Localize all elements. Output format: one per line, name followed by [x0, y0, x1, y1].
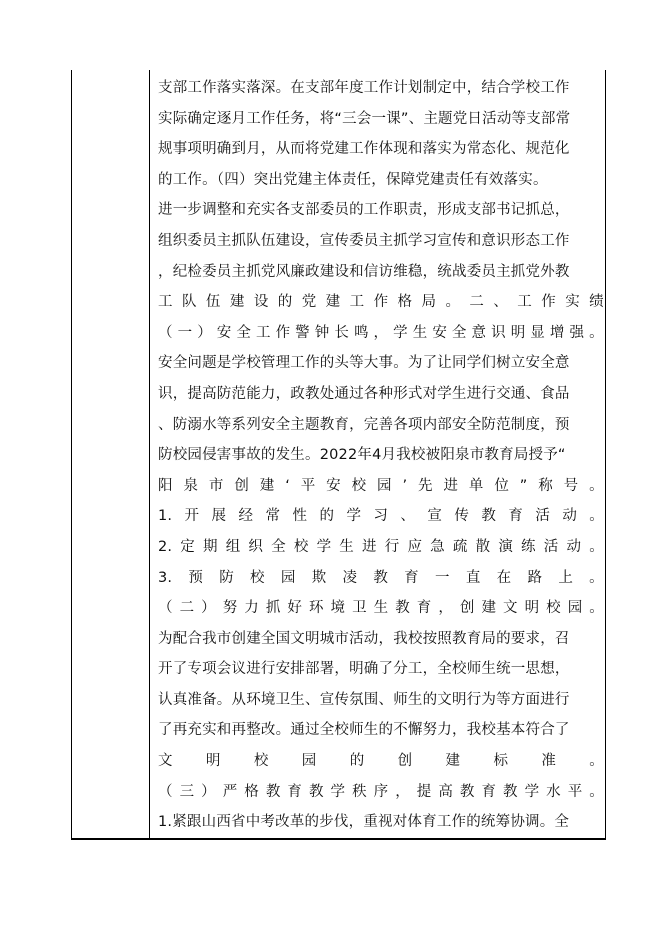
text-line-1: 支部工作落实落深。在支部年度工作计划制定中，结合学校工作 [158, 80, 570, 96]
text-char: 进 [443, 477, 459, 494]
text-line-12: 、防溺水等系列安全主题教育，完善各项内部安全防范制度，预 [158, 416, 570, 433]
text-char: 党 [301, 294, 317, 311]
text-line-18 [158, 593, 604, 624]
text-char: 作 [275, 324, 291, 341]
text-char: 活 [535, 508, 551, 525]
text-char: 织 [248, 538, 264, 555]
text-char: 二 [469, 294, 485, 311]
text-char: 三 [179, 783, 195, 800]
text-char: 定 [180, 538, 195, 555]
text-char: 工 [349, 294, 365, 311]
text-char: 学 [393, 324, 408, 341]
text-char: 应 [407, 538, 423, 555]
text-char: 准 [541, 753, 557, 770]
text-char: 安 [326, 477, 341, 494]
text-char: 单 [468, 477, 484, 494]
text-char: 提 [416, 783, 432, 800]
text-char: 。 [589, 569, 604, 586]
text-char: 练 [521, 538, 536, 555]
text-char: 园 [301, 753, 317, 770]
text-char: 行 [384, 538, 400, 555]
text-char: 明 [524, 600, 540, 617]
text-char: 校 [293, 538, 309, 555]
text-char: 急 [430, 538, 445, 555]
text-char: 的 [319, 508, 335, 525]
text-char: 宣 [427, 508, 443, 525]
text-char: ） [201, 600, 216, 617]
text-char: 活 [543, 538, 559, 555]
text-char: 先 [418, 477, 433, 494]
text-char: 建 [325, 294, 341, 311]
text-char: （ [158, 324, 173, 341]
table-left-border [71, 70, 72, 840]
table-bottom-border [71, 838, 606, 840]
text-char: 严 [222, 783, 238, 800]
text-char: 境 [330, 600, 346, 617]
text-char: 建 [229, 294, 245, 311]
text-char: 二 [179, 600, 195, 617]
text-line-6: 组织委员主抓队伍建设，宣传委员主抓学习宣传和意识形态工作 [158, 232, 570, 249]
text-char: 的 [277, 294, 293, 311]
text-char: 在 [496, 569, 512, 586]
text-char: 2. [158, 538, 173, 555]
text-char: 建 [259, 477, 275, 494]
text-char: 学 [524, 783, 540, 800]
text-char: 卫 [352, 600, 367, 617]
text-char: ） [201, 783, 216, 800]
text-char: ， [395, 783, 410, 800]
text-char: 上 [558, 569, 574, 586]
text-char: 经 [238, 508, 254, 525]
text-line-2: 实际确定逐月工作任务，将“三会一课”、主题党日活动等支部常 [158, 110, 571, 127]
table-right-border [605, 70, 606, 840]
text-char: 。 [589, 508, 604, 525]
text-char: 。 [589, 477, 604, 494]
text-char: 平 [300, 477, 316, 494]
text-char: 环 [308, 600, 324, 617]
text-char: 泉 [183, 477, 199, 494]
text-line-20: 开了专项会议进行安排部署，明确了分工，全校师生统一思想， [158, 661, 570, 678]
text-char: 平 [567, 783, 583, 800]
text-char: ， [373, 324, 389, 341]
text-char: 3. [158, 569, 173, 586]
text-char: 鸣 [353, 324, 369, 341]
body-text [158, 70, 604, 838]
text-char: 文 [503, 600, 518, 617]
text-char: 动 [562, 508, 578, 525]
text-char: 创 [397, 753, 413, 770]
text-char: 教 [265, 783, 281, 800]
text-char: 警 [295, 324, 310, 341]
text-char: 园 [567, 600, 583, 617]
text-line-3: 规事项明确到月，从而将党建工作体现和落实为常态化、规范化 [158, 141, 570, 158]
text-char: 安 [216, 324, 232, 341]
text-char: 实 [565, 294, 580, 311]
text-char: 期 [202, 538, 218, 555]
text-char: 序 [373, 783, 389, 800]
text-char: ‘ [285, 477, 290, 494]
text-char: 局 [421, 294, 437, 311]
text-char: 疏 [452, 538, 468, 555]
text-line-19: 为配合我市创建全国文明城市活动，我校按照教育局的要求，召 [158, 630, 570, 647]
text-char: 格 [244, 783, 259, 800]
text-char: 动 [566, 538, 582, 555]
text-char: 力 [244, 600, 259, 617]
text-char: 标 [493, 753, 509, 770]
text-char: 教 [308, 783, 324, 800]
text-line-16 [158, 532, 604, 563]
text-char: 校 [253, 753, 269, 770]
text-char: ’ [402, 477, 408, 494]
text-char: 开 [184, 508, 200, 525]
text-char: 称 [538, 477, 553, 494]
text-char: 生 [339, 538, 354, 555]
text-char: 学 [346, 508, 362, 525]
text-char: 生 [412, 324, 428, 341]
text-char: 组 [225, 538, 241, 555]
text-char: 努 [222, 600, 238, 617]
text-char: 育 [287, 783, 303, 800]
text-char: 园 [377, 477, 392, 494]
text-char: 。 [589, 783, 604, 800]
text-char: 市 [208, 477, 224, 494]
text-line-4: 的工作。（四）突出党建主体责任，保障党建责任有效落实。 [158, 171, 548, 188]
text-char: 增 [549, 324, 565, 341]
text-char: 教 [459, 783, 475, 800]
text-char: 习 [373, 508, 389, 525]
text-char: 位 [494, 477, 510, 494]
text-char: 路 [527, 569, 543, 586]
text-char: ， [438, 600, 454, 617]
text-char: 明 [510, 324, 526, 341]
text-char: 传 [454, 508, 470, 525]
text-char: 、 [493, 294, 509, 311]
text-line-7: ，纪检委员主抓党风廉政建设和信访维稳，统战委员主抓党外教 [158, 263, 570, 280]
text-line-21: 认真准备。从环境卫生、宣传氛围、师生的文明行为等方面进行 [158, 691, 570, 708]
text-char: 园 [280, 569, 296, 586]
text-char: 明 [205, 753, 221, 770]
text-char: 教 [373, 569, 389, 586]
text-char: 教 [503, 783, 518, 800]
text-char: 全 [271, 538, 286, 555]
text-char: 校 [250, 569, 265, 586]
text-char: 好 [287, 600, 303, 617]
text-char: 进 [362, 538, 377, 555]
text-line-5: 进一步调整和充实各支部委员的工作职责，形成支部书记抓总， [158, 202, 570, 219]
text-char: 一 [177, 324, 193, 341]
text-char: 全 [236, 324, 252, 341]
text-char: ） [197, 324, 212, 341]
text-char: 工 [517, 294, 532, 311]
text-char: 育 [416, 600, 432, 617]
text-char: 直 [465, 569, 481, 586]
text-char: 秩 [352, 783, 367, 800]
text-char: 育 [481, 783, 497, 800]
text-char: 建 [445, 753, 461, 770]
text-char: 。 [589, 753, 604, 770]
text-char: 号 [563, 477, 579, 494]
text-char: （ [158, 783, 173, 800]
text-char: 抓 [265, 600, 281, 617]
text-line-23 [158, 746, 604, 777]
text-char: 识 [491, 324, 506, 341]
text-char: 强 [569, 324, 585, 341]
text-char: 欺 [311, 569, 327, 586]
text-char: 防 [219, 569, 234, 586]
text-line-15 [158, 501, 604, 532]
text-char: （ [158, 600, 173, 617]
text-line-13: 防校园侵害事故的发生。2022年4月我校被阳泉市教育局授予“ [158, 447, 566, 464]
text-char: 绩 [589, 294, 604, 311]
text-char: 显 [530, 324, 545, 341]
text-char: 性 [292, 508, 308, 525]
text-char: 工 [158, 294, 173, 311]
text-char: 设 [253, 294, 269, 311]
text-line-11: 识，提高防范能力，政教处通过各种形式对学生进行交通、食品 [158, 385, 570, 402]
text-char: 常 [265, 508, 281, 525]
text-char: 钟 [314, 324, 330, 341]
text-char: 预 [188, 569, 204, 586]
text-char: 高 [438, 783, 454, 800]
text-char: 教 [481, 508, 497, 525]
text-char: 阳 [158, 477, 173, 494]
text-line-24 [158, 777, 604, 808]
text-line-10: 安全问题是学校管理工作的头等大事。为了让同学们树立安全意 [158, 355, 570, 372]
text-char: 。 [589, 600, 604, 617]
text-char: 的 [349, 753, 365, 770]
text-char: 校 [546, 600, 561, 617]
text-char: 、 [400, 508, 416, 525]
text-char: 队 [181, 294, 197, 311]
text-line-17 [158, 563, 604, 594]
text-char: 作 [541, 294, 556, 311]
text-char: 一 [435, 569, 450, 586]
text-line-8 [158, 287, 604, 318]
text-char: 建 [481, 600, 497, 617]
text-char: 演 [498, 538, 514, 555]
text-line-14 [158, 471, 604, 502]
table-column-divider [149, 70, 150, 840]
text-char: 。 [589, 538, 604, 555]
text-char: 1. [158, 508, 173, 525]
text-char: ” [519, 477, 528, 494]
text-char: 意 [471, 324, 487, 341]
text-char: 水 [546, 783, 561, 800]
text-char: 长 [334, 324, 350, 341]
text-char: 文 [158, 753, 173, 770]
text-char: 校 [351, 477, 367, 494]
text-char: 创 [459, 600, 475, 617]
text-char: 创 [234, 477, 250, 494]
text-line-9 [158, 318, 604, 349]
text-char: 安 [432, 324, 448, 341]
text-char: 学 [316, 538, 332, 555]
text-char: 生 [373, 600, 389, 617]
text-char: 作 [373, 294, 389, 311]
text-char: 伍 [205, 294, 221, 311]
text-char: 学 [330, 783, 346, 800]
text-char: 。 [589, 324, 604, 341]
text-char: 育 [404, 569, 419, 586]
text-char: 散 [475, 538, 491, 555]
text-char: 凌 [342, 569, 358, 586]
text-char: 格 [397, 294, 413, 311]
text-char: 。 [445, 294, 461, 311]
text-char: 工 [255, 324, 271, 341]
text-char: 展 [211, 508, 227, 525]
text-line-22: 了再充实和再整改。通过全校师生的不懈努力，我校基本符合了 [158, 722, 570, 739]
text-line-25: 1.紧跟山西省中考改革的步伐，重视对体育工作的统筹协调。全 [158, 814, 570, 831]
text-char: 育 [508, 508, 524, 525]
text-char: 教 [395, 600, 410, 617]
text-char: 全 [451, 324, 467, 341]
